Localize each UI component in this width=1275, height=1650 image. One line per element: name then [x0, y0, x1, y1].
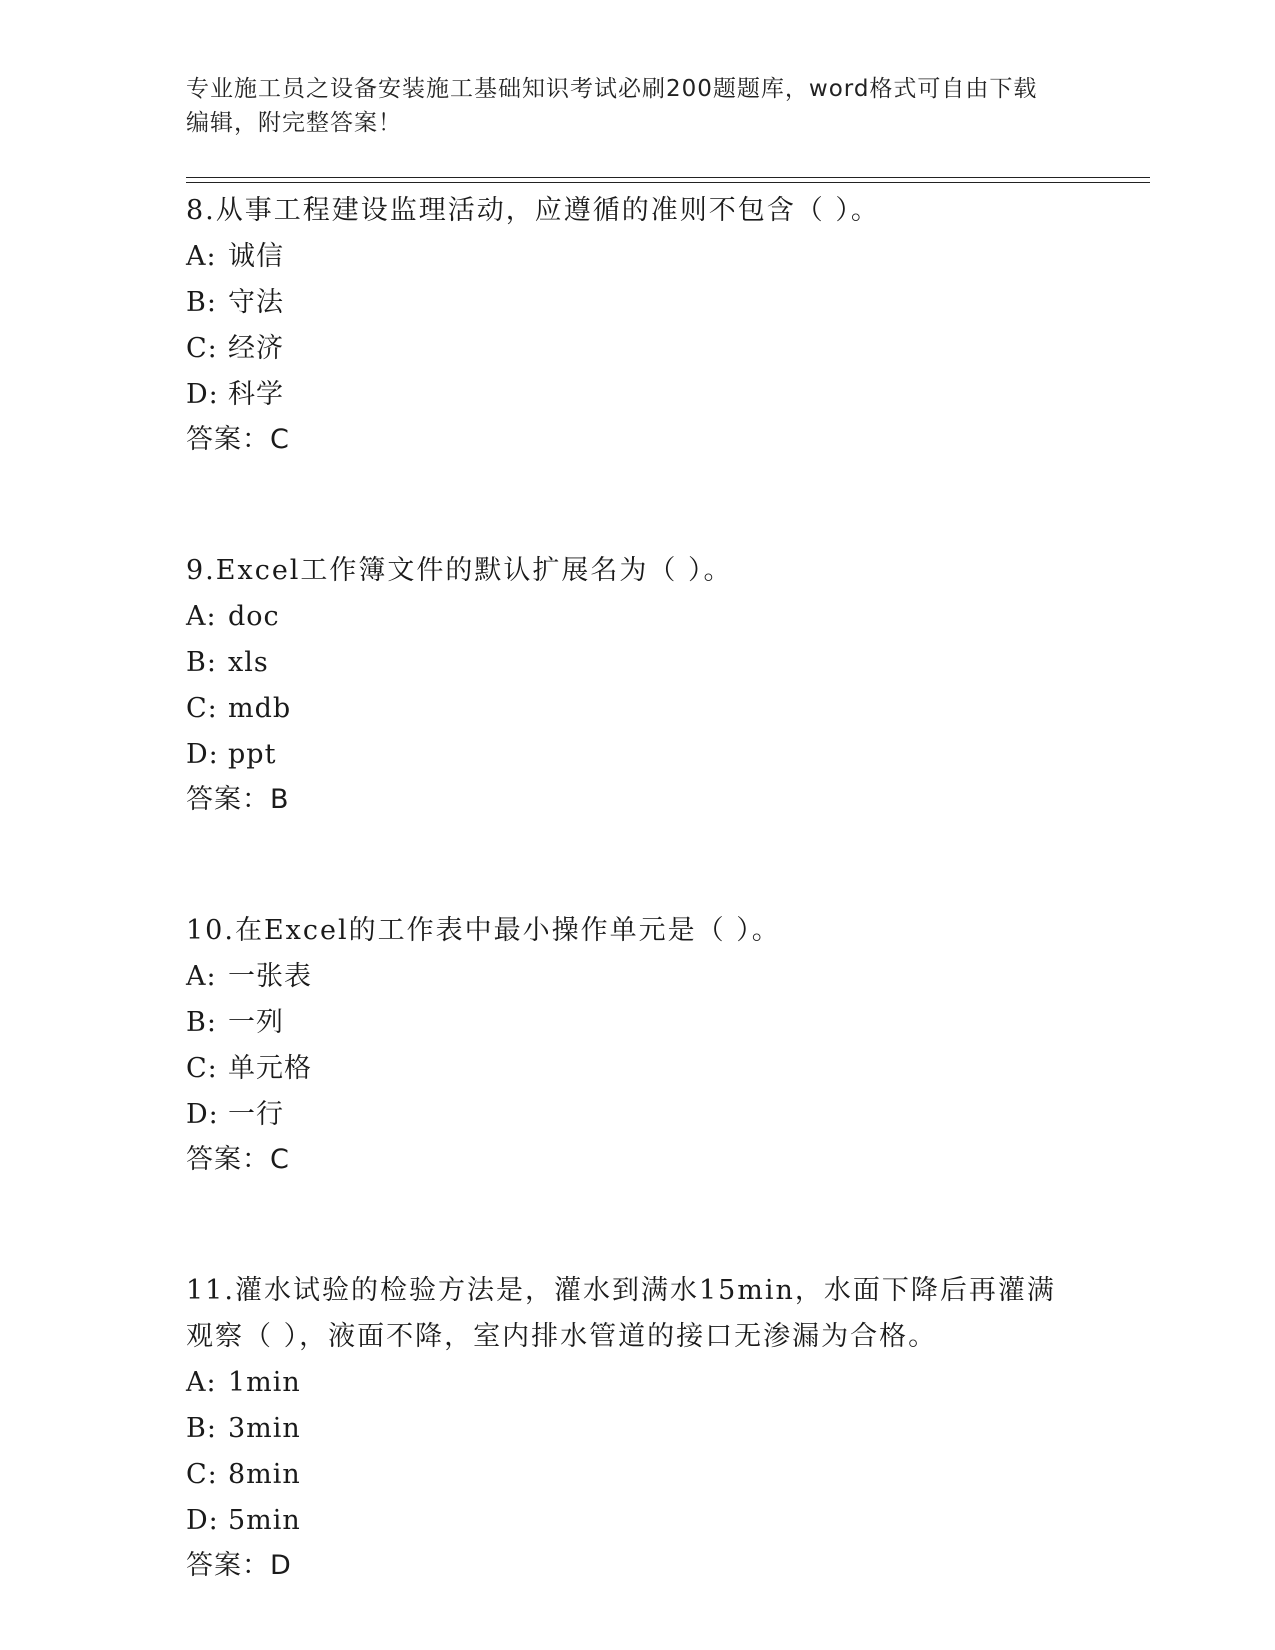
question-text: 11.灌水试验的检验方法是，灌水到满水15min，水面下降后再灌满观察（ ），液面不降，室内排水管道的接口无渗漏为合格。 [186, 1275, 1056, 1352]
option-key: D: [186, 1099, 219, 1130]
question-8 [186, 188, 1146, 462]
option-key: B: [186, 1413, 217, 1444]
header-line-1: 专业施工员之设备安装施工基础知识考试必刷200题题库，word格式可自由下载 [186, 76, 1038, 102]
option-b [186, 640, 1146, 686]
option-key: A: [186, 601, 217, 632]
option-b [186, 1000, 1146, 1046]
option-c [186, 1046, 1146, 1092]
option-value: 一行 [228, 1099, 284, 1130]
option-key: B: [186, 1007, 217, 1038]
question-text: 8.从事工程建设监理活动，应遵循的准则不包含（ ）。 [186, 195, 880, 226]
option-value: 8min [228, 1459, 301, 1490]
question-10 [186, 908, 1146, 1182]
option-value: 一列 [228, 1007, 284, 1038]
option-value: 一张表 [228, 961, 312, 992]
option-key: A: [186, 241, 217, 272]
option-value: xls [228, 647, 269, 678]
option-a [186, 234, 1146, 280]
answer-line: 答案：D [186, 1550, 292, 1581]
answer-line: 答案：C [186, 424, 290, 455]
answer-line: 答案：B [186, 784, 290, 815]
option-d [186, 732, 1146, 778]
option-b [186, 280, 1146, 326]
option-key: A: [186, 1367, 217, 1398]
option-key: C: [186, 333, 218, 364]
header-divider-bottom [186, 182, 1150, 183]
option-value: 经济 [228, 333, 284, 364]
option-key: B: [186, 287, 217, 318]
option-value: 科学 [228, 379, 284, 410]
option-c [186, 326, 1146, 372]
option-d [186, 1498, 1146, 1544]
option-value: mdb [228, 693, 292, 724]
header-divider-top [186, 177, 1150, 178]
option-c [186, 686, 1146, 732]
question-text: 9.Excel工作簿文件的默认扩展名为（ ）。 [186, 555, 733, 586]
option-key: C: [186, 1459, 218, 1490]
document-header [186, 72, 1066, 140]
option-key: D: [186, 739, 219, 770]
header-line-2: 编辑，附完整答案！ [186, 110, 402, 136]
answer-line: 答案：C [186, 1144, 290, 1175]
question-list [186, 188, 1146, 1588]
option-a [186, 594, 1146, 640]
question-11 [186, 1268, 1146, 1588]
option-key: C: [186, 693, 218, 724]
option-c [186, 1452, 1146, 1498]
option-value: doc [228, 601, 280, 632]
option-value: 5min [228, 1505, 301, 1536]
option-a [186, 1360, 1146, 1406]
option-key: B: [186, 647, 217, 678]
question-text: 10.在Excel的工作表中最小操作单元是（ ）。 [186, 915, 781, 946]
option-key: C: [186, 1053, 218, 1084]
option-b [186, 1406, 1146, 1452]
option-value: 守法 [228, 287, 284, 318]
option-d [186, 372, 1146, 418]
option-d [186, 1092, 1146, 1138]
option-key: D: [186, 379, 219, 410]
option-value: 单元格 [228, 1053, 312, 1084]
option-key: A: [186, 961, 217, 992]
option-value: 诚信 [228, 241, 284, 272]
option-value: ppt [228, 739, 277, 770]
option-value: 3min [228, 1413, 301, 1444]
option-value: 1min [228, 1367, 301, 1398]
question-9 [186, 548, 1146, 822]
option-a [186, 954, 1146, 1000]
option-key: D: [186, 1505, 219, 1536]
